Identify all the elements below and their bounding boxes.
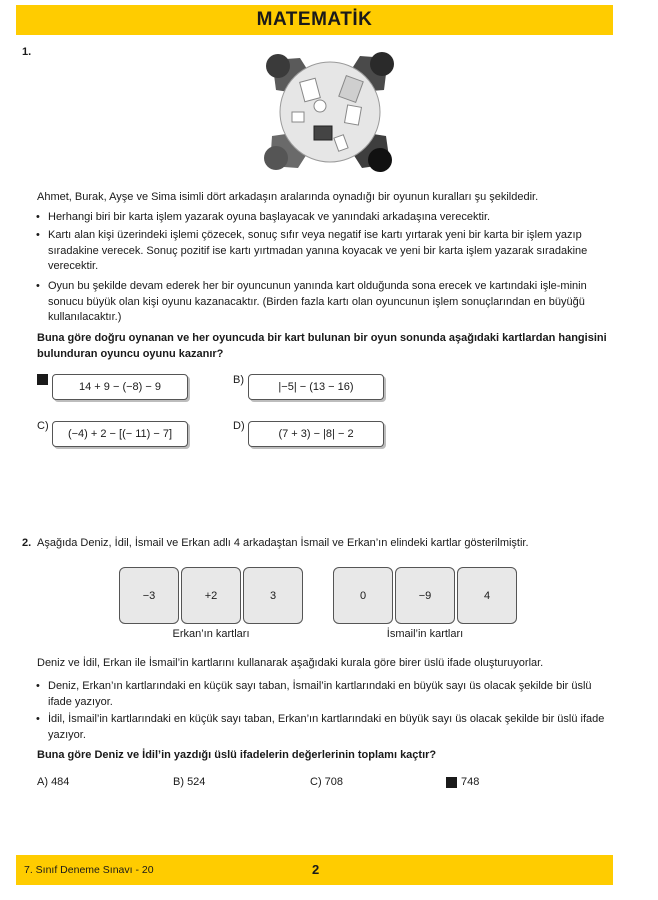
option-a-expr: 14 + 9 − (−8) − 9 [79, 381, 161, 393]
card-value: +2 [204, 589, 218, 602]
option-b-label: B) [233, 374, 244, 386]
bullet-icon: • [36, 713, 40, 725]
option-value: 484 [51, 776, 70, 788]
q1-intro: Ahmet, Burak, Ayşe ve Sima isimli dört arkadaşın aralarında oynadığı bir oyunun kuralları şu şekildedir. [37, 191, 539, 203]
q2-option-d[interactable] [461, 776, 479, 788]
q1-rule-text: Herhangi biri bir karta işlem yazarak oyuna başlayacak ve yanındaki arkadaşına verecektir. [48, 211, 491, 223]
q2-rule-text: Deniz, Erkan’ın kartlarındaki en küçük sayı taban, İsmail’in kartlarındaki en büyük sayı üs olacak şekilde bir üslü ifade yazıyor. [48, 680, 592, 708]
option-c-expr: (−4) + 2 − [(− 11) − 7] [67, 428, 173, 440]
bullet-icon: • [36, 211, 40, 223]
marked-answer-box[interactable] [446, 777, 457, 788]
erkan-card-2 [181, 567, 241, 624]
erkan-card-1 [119, 567, 179, 624]
table-players-illustration [262, 50, 398, 174]
marked-answer-box[interactable] [37, 374, 48, 385]
erkan-card-3 [243, 567, 303, 624]
q1-rule-3 [36, 279, 613, 326]
option-value: 524 [187, 776, 206, 788]
ismail-caption: İsmail’in kartları [386, 628, 464, 640]
q1-rule-2 [36, 228, 613, 275]
ismail-card-2 [395, 567, 455, 624]
q1-rule-text: Oyun bu şekilde devam ederek her bir oyuncunun yanında kart olduğunda sona erecek ve kartındaki işle-minin sonucu büyük olan kişi oyunu kazanacaktır. (Birden fazla kartı olan oyuncunun işlem sonuçlarından en büyüğü kullanılacaktır.) [48, 280, 587, 323]
option-label: C) [310, 776, 322, 788]
option-b-expr: |−5| − (13 − 16) [278, 381, 354, 393]
bullet-icon: • [36, 680, 40, 692]
q1-question: Buna göre doğru oynanan ve her oyuncuda bir kart bulunan bir oyun sonunda aşağıdaki kartlardan hangisini bulunduran oyuncu oyunu kazanır? [37, 332, 607, 360]
exam-name: 7. Sınıf Deneme Sınavı - 20 [24, 864, 154, 876]
q1-rule-1 [36, 210, 613, 226]
option-d-card[interactable] [248, 421, 384, 447]
option-label: A) [37, 776, 48, 788]
erkan-caption: Erkan’ın kartları [172, 628, 250, 640]
q2-rule-text: İdil, İsmail’in kartlarındaki en küçük sayı taban, Erkan’ın kartlarındaki en büyük sayı üs olacak şekilde bir üslü ifade yazıyor. [48, 713, 605, 741]
option-b-card[interactable] [248, 374, 384, 400]
q2-rule-2 [36, 712, 613, 743]
option-c-label: C) [37, 420, 49, 432]
page-title: MATEMATİK [256, 9, 373, 30]
page-number: 2 [312, 862, 320, 877]
option-d-label: D) [233, 420, 245, 432]
bullet-icon: • [36, 229, 40, 241]
q1-rule-text: Kartı alan kişi üzerindeki işlemi çözecek, sonuç sıfır veya negatif ise kartı yırtarak yeni bir karta bir işlem yazıp sıradakine verecek. Sonuç pozitif ise kartı yırtmadan yanına koyacak ve yeni bir karta işlem yazarak sıradakine verecektir. [48, 229, 588, 272]
header-bar [16, 5, 613, 35]
card-value: −3 [142, 589, 156, 602]
card-value: −9 [418, 589, 432, 602]
bullet-icon: • [36, 280, 40, 292]
ismail-card-1 [333, 567, 393, 624]
footer-bar [16, 855, 613, 885]
option-a-card[interactable] [52, 374, 188, 400]
q2-rule-1 [36, 679, 613, 710]
q2-option-c[interactable] [310, 776, 343, 788]
q2-option-b[interactable] [173, 776, 205, 788]
ismail-card-3 [457, 567, 517, 624]
question-2-number: 2. [22, 537, 32, 549]
option-value: 708 [324, 776, 344, 788]
q2-question: Buna göre Deniz ve İdil’in yazdığı üslü ifadelerin değerlerinin toplamı kaçtır? [37, 749, 437, 761]
option-c-card[interactable] [52, 421, 188, 447]
q2-intro: Aşağıda Deniz, İdil, İsmail ve Erkan adlı 4 arkadaştan İsmail ve Erkan’ın elindeki kartlar gösterilmiştir. [37, 537, 529, 549]
card-value: 4 [483, 589, 491, 602]
question-1-number: 1. [22, 46, 32, 58]
q2-text: Deniz ve İdil, Erkan ile İsmail’in kartlarını kullanarak aşağıdaki kurala göre birer üslü ifade oluşturuyorlar. [37, 657, 544, 669]
card-value: 3 [269, 589, 277, 602]
option-label: B) [173, 776, 184, 788]
option-value: 748 [461, 776, 480, 788]
q2-option-a[interactable] [37, 776, 69, 788]
option-d-expr: (7 + 3) − |8| − 2 [278, 428, 354, 440]
card-value: 0 [359, 589, 367, 602]
